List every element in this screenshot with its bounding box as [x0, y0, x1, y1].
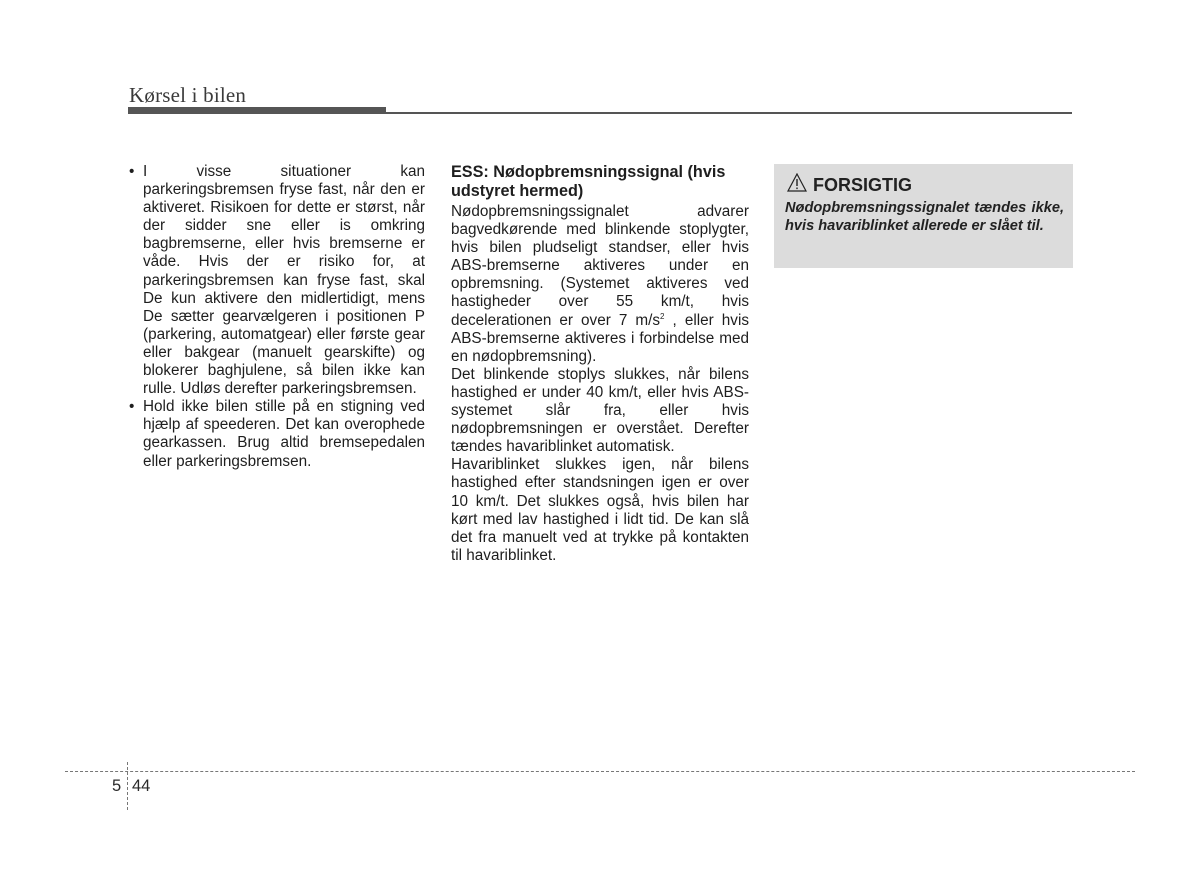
paragraph-text: Nødopbremsningssignalet advarer bagvedkørende med blinkende stoplygter, hvis bilen pludseligt standser, eller hvis ABS-bremserne aktiveres under en opbremsning. (Systemet aktiveres ved hastigheder over 55 km/t, hvis decelerationen er over 7 m/s — [451, 203, 749, 329]
paragraph-hazard-off: Havariblinket slukkes igen, når bilens hastighed efter standsningen igen er over 10 km/t. Det slukkes også, hvis bilen har kørt med lav hastighed i lidt tid. De kan slå det fra manuelt ved at trykke på kontakten til havariblinket. — [451, 456, 749, 564]
page-title: Kørsel i bilen — [129, 83, 247, 107]
title-rule-thick — [128, 107, 386, 114]
left-column — [128, 163, 425, 471]
caution-header — [787, 173, 912, 197]
bullet-item-parking-brake: • I visse situationer kan parkeringsbremsen fryse fast, når den er aktiveret. Risikoen for dette er størst, når der sidder sne eller is omkring bagbremserne, eller hvis bremserne er våde. Hvis der er risiko for, at parkeringsbremsen kan fryse fast, skal De kun aktivere den midlertidigt, mens De sætter gearvælgeren i positionen P (parkering, automatgear) eller første gear eller bakgear (manuelt gearskifte) og blokerer baghjulene, så bilen ikke kan rulle. Udløs derefter parkeringsbremsen. — [128, 163, 425, 398]
bullet-list — [128, 163, 425, 471]
caution-title: FORSIGTIG — [813, 174, 912, 195]
caution-box — [774, 164, 1073, 268]
section-heading: ESS: Nødopbremsningssignal (hvis udstyret hermed) — [451, 163, 726, 200]
paragraph-stoplight-off: Det blinkende stoplys slukkes, når bilens hastighed er under 40 km/t, eller hvis ABS-systemet slår fra, eller hvis nødopbremsningen er overstået. Derefter tændes havariblinket automatisk. — [451, 365, 749, 456]
warning-triangle-icon — [787, 173, 807, 197]
footer-dashed-rule — [65, 771, 1135, 772]
middle-column — [451, 163, 749, 565]
footer-dashed-divider — [127, 762, 128, 810]
title-rule-thin — [386, 112, 1072, 114]
page-number: 44 — [132, 777, 151, 795]
bullet-item-hill-hold: • Hold ikke bilen stille på en stigning ved hjælp af speederen. Det kan overophede gearkassen. Brug altid bremsepedalen eller parkeringsbremsen. — [128, 398, 425, 470]
caution-body: Nødopbremsningssignalet tændes ikke, hvis havariblinket allerede er slået til. — [785, 200, 1064, 234]
paragraph-text: , eller hvis ABS-bremserne aktiveres i forbindelse med en nødopbremsning). — [451, 311, 749, 365]
superscript: 2 — [660, 311, 665, 321]
chapter-number: 5 — [112, 777, 122, 795]
paragraph-ess-description — [451, 203, 749, 366]
